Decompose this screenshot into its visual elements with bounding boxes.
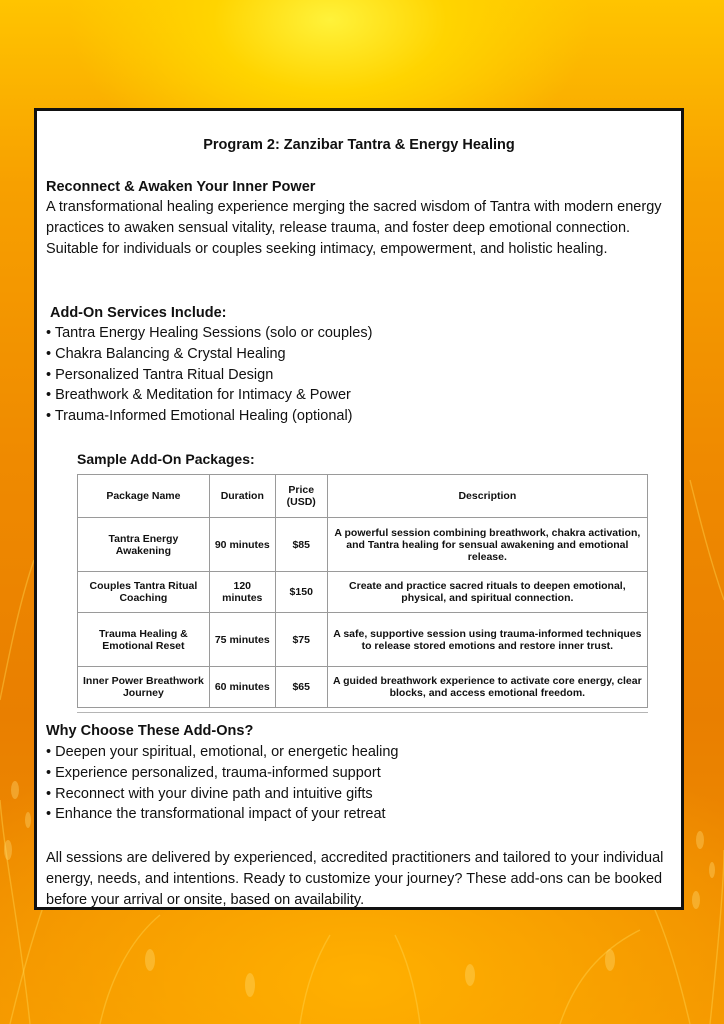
description-cell: A guided breathwork experience to activate core energy, clear blocks, and access emotional freedom.	[327, 667, 647, 708]
program-title: Program 2: Zanzibar Tantra & Energy Healing	[203, 137, 515, 153]
list-item: • Trauma-Informed Emotional Healing (optional)	[46, 406, 372, 427]
description-cell: A powerful session combining breathwork, chakra activation, and Tantra healing for sensual awakening and emotional release.	[327, 518, 647, 572]
column-header: Duration	[209, 475, 275, 518]
price-cell: $75	[275, 613, 327, 667]
price-cell: $85	[275, 518, 327, 572]
list-item: • Breathwork & Meditation for Intimacy & Power	[46, 385, 372, 406]
description-cell: A safe, supportive session using trauma-informed techniques to release stored emotions and restore inner trust.	[327, 613, 647, 667]
packages-heading: Sample Add-On Packages:	[77, 451, 255, 467]
column-header: Package Name	[78, 475, 210, 518]
package-name-cell: Couples Tantra Ritual Coaching	[78, 572, 210, 613]
list-item: • Enhance the transformational impact of your retreat	[46, 804, 398, 825]
list-item: • Deepen your spiritual, emotional, or energetic healing	[46, 742, 398, 763]
duration-cell: 60 minutes	[209, 667, 275, 708]
intro-heading: Reconnect & Awaken Your Inner Power	[46, 179, 316, 195]
list-item: • Reconnect with your divine path and intuitive gifts	[46, 784, 398, 805]
addons-list	[46, 323, 372, 427]
divider	[77, 712, 648, 713]
why-heading: Why Choose These Add-Ons?	[46, 723, 254, 739]
price-cell: $150	[275, 572, 327, 613]
description-cell: Create and practice sacred rituals to deepen emotional, physical, and spiritual connection.	[327, 572, 647, 613]
table-header-row	[78, 475, 648, 518]
package-name-cell: Trauma Healing & Emotional Reset	[78, 613, 210, 667]
column-header: Price (USD)	[275, 475, 327, 518]
column-header: Description	[327, 475, 647, 518]
duration-cell: 75 minutes	[209, 613, 275, 667]
packages-table	[77, 474, 648, 708]
duration-cell: 120 minutes	[209, 572, 275, 613]
content-card	[34, 108, 684, 910]
why-list	[46, 742, 398, 825]
list-item: • Personalized Tantra Ritual Design	[46, 365, 372, 386]
list-item: • Tantra Energy Healing Sessions (solo or couples)	[46, 323, 372, 344]
price-cell: $65	[275, 667, 327, 708]
table-row	[78, 518, 648, 572]
closing-paragraph: All sessions are delivered by experienced, accredited practitioners and tailored to your individual energy, needs, and intentions. Ready to customize your journey? These add-ons can be booked before your arrival or onsite, based on availability.	[46, 850, 664, 908]
package-name-cell: Tantra Energy Awakening	[78, 518, 210, 572]
intro-paragraph: A transformational healing experience merging the sacred wisdom of Tantra with modern energy practices to awaken sensual vitality, release trauma, and foster deep emotional connection. Suitable for individuals or couples seeking intimacy, empowerment, and holistic healing.	[46, 199, 662, 257]
table-row	[78, 572, 648, 613]
table-row	[78, 667, 648, 708]
addons-heading: Add-On Services Include:	[50, 305, 227, 321]
list-item: • Experience personalized, trauma-informed support	[46, 763, 398, 784]
duration-cell: 90 minutes	[209, 518, 275, 572]
package-name-cell: Inner Power Breathwork Journey	[78, 667, 210, 708]
list-item: • Chakra Balancing & Crystal Healing	[46, 344, 372, 365]
table-row	[78, 613, 648, 667]
